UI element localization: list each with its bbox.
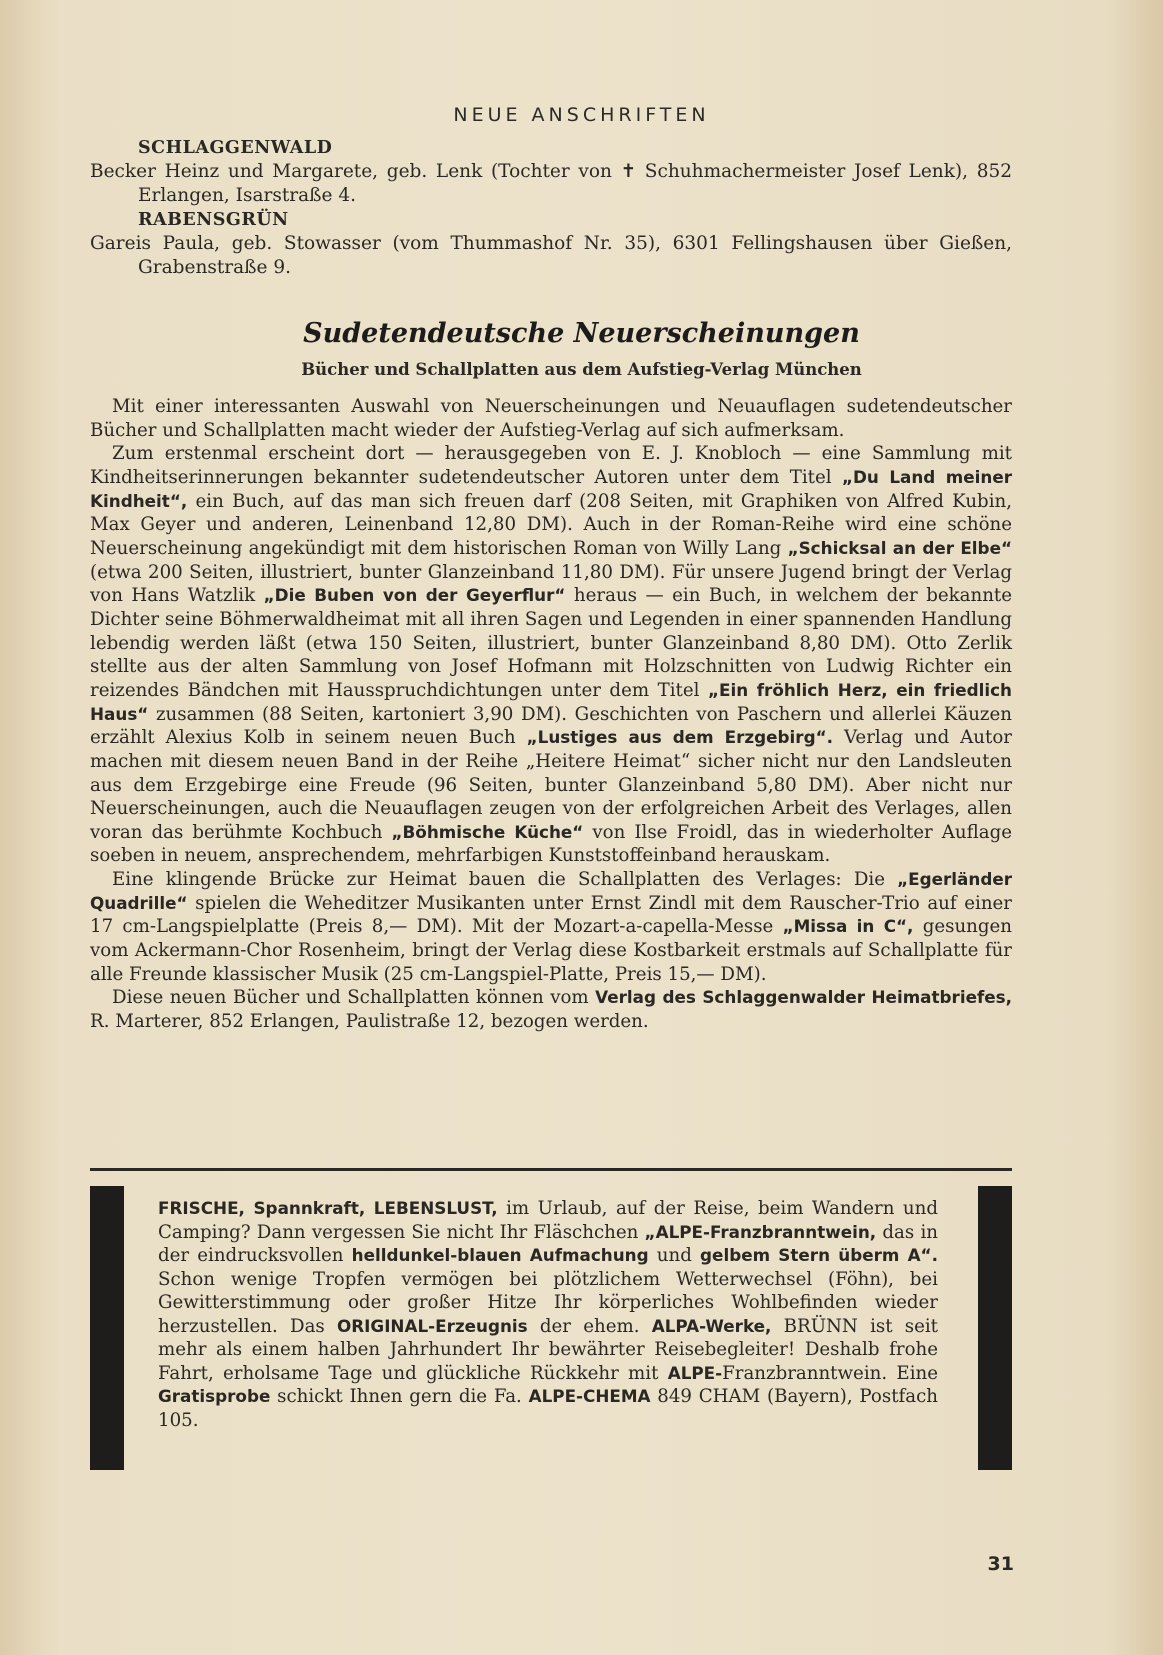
section-heading: NEUE ANSCHRIFTEN	[453, 104, 710, 126]
paragraph-text: Eine klingende Brücke zur Heimat bauen die Schallplatten des Verlages: Die	[112, 869, 898, 891]
paragraph-text: R. Marterer, 852 Erlangen, Paulistraße 12, bezogen werden.	[90, 1011, 649, 1033]
ad-text: der ehem.	[527, 1315, 652, 1337]
paragraph-text: spielen die Weheditzer Musikanten unter Ernst Zindl mit dem Rauscher-Trio auf einer 17 cm-Langspielplatte (Preis 8,— DM). Mit der Mozart-a-capella-Messe	[90, 892, 1012, 938]
page-number: 31	[987, 1553, 1014, 1575]
address-list	[90, 136, 1012, 280]
publisher-name: Verlag des Schlaggenwalder Heimatbriefes,	[595, 987, 1012, 1008]
paragraph-text: von Ilse Froidl, das in wiederholter Auflage soeben in neuem, ansprechendem, mehrfarbigen Kunststoffeinband herauskam.	[90, 821, 1013, 867]
paragraph-text: gesungen vom Ackermann-Chor Rosenheim, bringt der Verlag diese Kostbarkeit erstmals auf Schallplatte für alle Freunde klassischer Musik (25 cm-Langspiel-Platte, Preis 15,— DM).	[90, 916, 1012, 985]
paragraph-text: Verlag und Autor machen mit diesem neuen Band in der Reihe „Heitere Heimat“ sicher nicht nur den Landsleuten aus dem Erzgebirge eine Freude (96 Seiten, bunter Glanzeinband 5,80 DM). Aber nicht nur Neuerscheinungen, auch die Neuauflagen zeugen von der erfolgreichen Arbeit des Verlages, allen voran das berühmte Kochbuch	[90, 727, 1012, 843]
ad-text: Schon wenige Tropfen vermögen bei plötzlichem Wetterwechsel (Föhn), bei Gewitterstimmung oder großer Hitze Ihr körperliches Wohlbefinden wieder herzustellen. Das	[158, 1268, 938, 1337]
book-title: „Ein fröhlich Herz, ein friedlich Haus“	[90, 679, 1012, 724]
paragraph-text: heraus — ein Buch, in welchem der bekannte Dichter seine Böhmerwaldheimat mit all ihren Sagen und Legenden in einer spannenden Handlung lebendig werden läßt (etwa 150 Seiten, illustriert, bunter Glanzeinband 8,80 DM). Otto Zerlik stellte aus der alten Sammlung von Josef Hofmann mit Holzschnitten von Ludwig Richter ein reizendes Bändchen mit Hausspruchdichtungen unter dem Titel	[90, 585, 1012, 701]
address-entry-gareis: Gareis Paula, geb. Stowasser (vom Thummashof Nr. 35), 6301 Fellingshausen über Gießen, Grabenstraße 9.	[90, 233, 1012, 278]
address-place-rabensgruen: RABENSGRÜN	[138, 210, 289, 230]
article-title: Sudetendeutsche Neuerscheinungen	[303, 318, 860, 349]
book-title: „Böhmische Küche“	[391, 821, 584, 842]
record-title: „Egerländer Quadrille“	[90, 869, 1012, 913]
ad-text: BRÜNN ist seit mehr als einem halben Jahrhundert Ihr bewährter Reisebegleiter! Deshalb frohe Fahrt, erholsame Tage und glückliche Rückkehr mit	[158, 1315, 938, 1384]
ad-text: schickt Ihnen gern die Fa.	[270, 1386, 529, 1407]
ad-border-left	[90, 1186, 124, 1470]
paragraph-text: Zum erstenmal erscheint dort — herausgegeben von E. J. Knobloch — eine Sammlung mit Kindheitserinnerungen bekannter sudetendeutscher Autoren unter dem Titel	[90, 443, 1012, 488]
ad-text: und	[648, 1245, 701, 1266]
article-paragraph-4	[90, 986, 1012, 1033]
book-title: „Lustiges aus dem Erzgebirg“.	[526, 727, 833, 748]
book-title: „Du Land meiner Kindheit“,	[90, 466, 1012, 511]
ad-text: 849 CHAM (Bayern), Postfach 105.	[158, 1386, 938, 1431]
advertisement-text	[158, 1197, 938, 1432]
ad-emphasis: ALPA-Werke,	[651, 1315, 772, 1336]
address-place-schlaggenwald: SCHLAGGENWALD	[138, 138, 333, 158]
ad-emphasis: „ALPE-Franzbranntwein,	[644, 1221, 877, 1242]
ad-emphasis: helldunkel-blauen Aufmachung	[351, 1245, 649, 1265]
ad-text: Franzbranntwein. Eine	[722, 1362, 938, 1384]
divider-rule	[90, 1168, 1012, 1171]
article-body	[90, 395, 1012, 1034]
paragraph-text: Mit einer interessanten Auswahl von Neuerscheinungen und Neuauflagen sudetendeutscher Bücher und Schallplatten macht wieder der Aufstieg-Verlag auf sich aufmerksam.	[90, 396, 1012, 441]
article-paragraph-2	[90, 442, 1012, 868]
ad-emphasis: gelbem Stern überm A“.	[700, 1245, 938, 1265]
article-paragraph-1	[90, 395, 1012, 442]
paragraph-text: Diese neuen Bücher und Schallplatten können vom	[112, 987, 596, 1009]
ad-emphasis: ALPE-CHEMA	[528, 1386, 651, 1406]
paragraph-text: zusammen (88 Seiten, kartoniert 3,90 DM). Geschichten von Paschern und allerlei Käuzen erzählt Alexius Kolb in seinem neuen Buch	[90, 703, 1012, 749]
ad-border-right	[978, 1186, 1012, 1470]
paragraph-text: (etwa 200 Seiten, illustriert, bunter Glanzeinband 11,80 DM). Für unsere Jugend bringt der Verlag von Hans Watzlik	[90, 561, 1012, 607]
record-title: „Missa in C“,	[782, 916, 914, 937]
ad-emphasis: ORIGINAL-Erzeugnis	[336, 1315, 528, 1336]
paragraph-text: ein Buch, auf das man sich freuen darf (208 Seiten, mit Graphiken von Alfred Kubin, Max Geyer und anderen, Leinenband 12,80 DM). Auch in der Roman-Reihe wird eine schöne Neuerscheinung angekündigt mit dem historischen Roman von Willy Lang	[90, 490, 1012, 559]
book-title: „Schicksal an der Elbe“	[787, 537, 1012, 558]
address-entry-becker: Becker Heinz und Margarete, geb. Lenk (Tochter von ✝ Schuhmachermeister Josef Lenk), 852 Erlangen, Isarstraße 4.	[90, 161, 1012, 206]
ad-emphasis: FRISCHE, Spannkraft, LEBENSLUST,	[158, 1198, 498, 1218]
ad-text: das in der eindrucksvollen	[158, 1221, 938, 1266]
ad-emphasis: Gratisprobe	[158, 1386, 271, 1406]
book-title: „Die Buben von der Geyerflur“	[263, 585, 566, 606]
ad-emphasis: ALPE-	[667, 1362, 723, 1383]
article-subtitle: Bücher und Schallplatten aus dem Aufstieg-Verlag München	[301, 360, 862, 379]
article-paragraph-3	[90, 868, 1012, 986]
ad-text: im Urlaub, auf der Reise, beim Wandern und Camping? Dann vergessen Sie nicht Ihr Fläschchen	[158, 1198, 938, 1243]
